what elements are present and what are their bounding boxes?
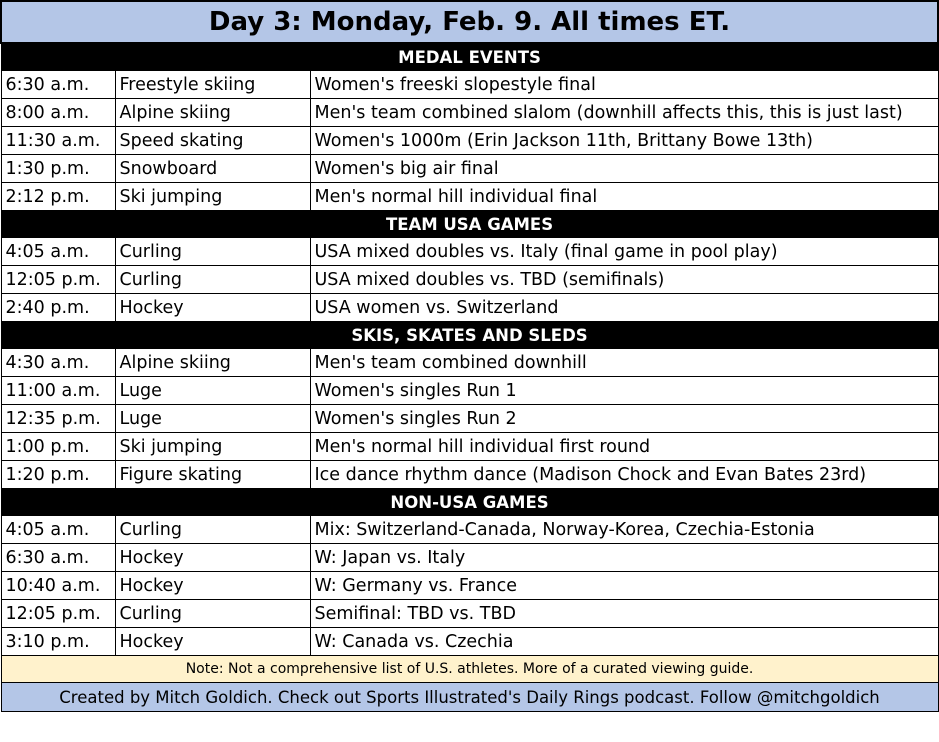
event-sport: Freestyle skiing xyxy=(115,71,310,99)
event-sport: Luge xyxy=(115,377,310,405)
event-description: USA mixed doubles vs. Italy (final game in pool play) xyxy=(310,238,938,266)
section-heading: SKIS, SKATES AND SLEDS xyxy=(1,322,938,349)
event-description: USA women vs. Switzerland xyxy=(310,294,938,322)
table-row xyxy=(1,377,938,405)
event-description: Men's normal hill individual first round xyxy=(310,433,938,461)
event-sport: Figure skating xyxy=(115,461,310,489)
event-sport: Ski jumping xyxy=(115,183,310,211)
event-sport: Hockey xyxy=(115,628,310,656)
event-time: 11:00 a.m. xyxy=(1,377,115,405)
table-row xyxy=(1,99,938,127)
event-time: 12:05 p.m. xyxy=(1,266,115,294)
table-row xyxy=(1,266,938,294)
event-time: 1:30 p.m. xyxy=(1,155,115,183)
table-row xyxy=(1,516,938,544)
event-description: Ice dance rhythm dance (Madison Chock and Evan Bates 23rd) xyxy=(310,461,938,489)
table-row xyxy=(1,600,938,628)
section-header-row xyxy=(1,489,938,516)
table-row xyxy=(1,433,938,461)
table-row xyxy=(1,183,938,211)
event-sport: Alpine skiing xyxy=(115,99,310,127)
event-description: Women's 1000m (Erin Jackson 11th, Brittany Bowe 13th) xyxy=(310,127,938,155)
table-row xyxy=(1,405,938,433)
event-time: 12:35 p.m. xyxy=(1,405,115,433)
event-time: 4:30 a.m. xyxy=(1,349,115,377)
event-description: Mix: Switzerland-Canada, Norway-Korea, Czechia-Estonia xyxy=(310,516,938,544)
note-text: Note: Not a comprehensive list of U.S. athletes. More of a curated viewing guide. xyxy=(1,656,938,683)
table-row xyxy=(1,294,938,322)
note-row xyxy=(1,656,938,683)
table-row xyxy=(1,628,938,656)
event-time: 11:30 a.m. xyxy=(1,127,115,155)
event-time: 6:30 a.m. xyxy=(1,71,115,99)
event-sport: Curling xyxy=(115,600,310,628)
event-time: 6:30 a.m. xyxy=(1,544,115,572)
table-row xyxy=(1,349,938,377)
table-row xyxy=(1,572,938,600)
event-time: 1:00 p.m. xyxy=(1,433,115,461)
table-row xyxy=(1,461,938,489)
section-header-row xyxy=(1,211,938,238)
table-row xyxy=(1,71,938,99)
event-description: Men's team combined downhill xyxy=(310,349,938,377)
event-description: Men's team combined slalom (downhill affects this, this is just last) xyxy=(310,99,938,127)
event-sport: Curling xyxy=(115,238,310,266)
event-description: W: Japan vs. Italy xyxy=(310,544,938,572)
event-sport: Hockey xyxy=(115,294,310,322)
event-time: 12:05 p.m. xyxy=(1,600,115,628)
event-time: 10:40 a.m. xyxy=(1,572,115,600)
table-row xyxy=(1,155,938,183)
event-description: W: Canada vs. Czechia xyxy=(310,628,938,656)
event-time: 4:05 a.m. xyxy=(1,238,115,266)
event-description: Women's singles Run 2 xyxy=(310,405,938,433)
event-time: 4:05 a.m. xyxy=(1,516,115,544)
event-description: Women's singles Run 1 xyxy=(310,377,938,405)
section-header-row xyxy=(1,43,938,71)
event-sport: Alpine skiing xyxy=(115,349,310,377)
schedule-body xyxy=(1,1,938,712)
event-description: Semifinal: TBD vs. TBD xyxy=(310,600,938,628)
event-sport: Hockey xyxy=(115,572,310,600)
event-sport: Snowboard xyxy=(115,155,310,183)
event-description: USA mixed doubles vs. TBD (semifinals) xyxy=(310,266,938,294)
section-heading: TEAM USA GAMES xyxy=(1,211,938,238)
event-sport: Ski jumping xyxy=(115,433,310,461)
section-heading: MEDAL EVENTS xyxy=(1,43,938,71)
event-description: W: Germany vs. France xyxy=(310,572,938,600)
footer-credit: Created by Mitch Goldich. Check out Sports Illustrated's Daily Rings podcast. Follow @mitchgoldich xyxy=(1,683,938,712)
event-sport: Curling xyxy=(115,266,310,294)
event-time: 2:12 p.m. xyxy=(1,183,115,211)
event-sport: Hockey xyxy=(115,544,310,572)
event-sport: Speed skating xyxy=(115,127,310,155)
event-time: 1:20 p.m. xyxy=(1,461,115,489)
event-time: 3:10 p.m. xyxy=(1,628,115,656)
event-sport: Luge xyxy=(115,405,310,433)
event-description: Women's freeski slopestyle final xyxy=(310,71,938,99)
page-title: Day 3: Monday, Feb. 9. All times ET. xyxy=(1,1,938,43)
event-sport: Curling xyxy=(115,516,310,544)
table-row xyxy=(1,127,938,155)
title-row xyxy=(1,1,938,43)
table-row xyxy=(1,238,938,266)
event-description: Women's big air final xyxy=(310,155,938,183)
section-header-row xyxy=(1,322,938,349)
table-row xyxy=(1,544,938,572)
event-description: Men's normal hill individual final xyxy=(310,183,938,211)
section-heading: NON-USA GAMES xyxy=(1,489,938,516)
event-time: 8:00 a.m. xyxy=(1,99,115,127)
footer-row xyxy=(1,683,938,712)
event-time: 2:40 p.m. xyxy=(1,294,115,322)
